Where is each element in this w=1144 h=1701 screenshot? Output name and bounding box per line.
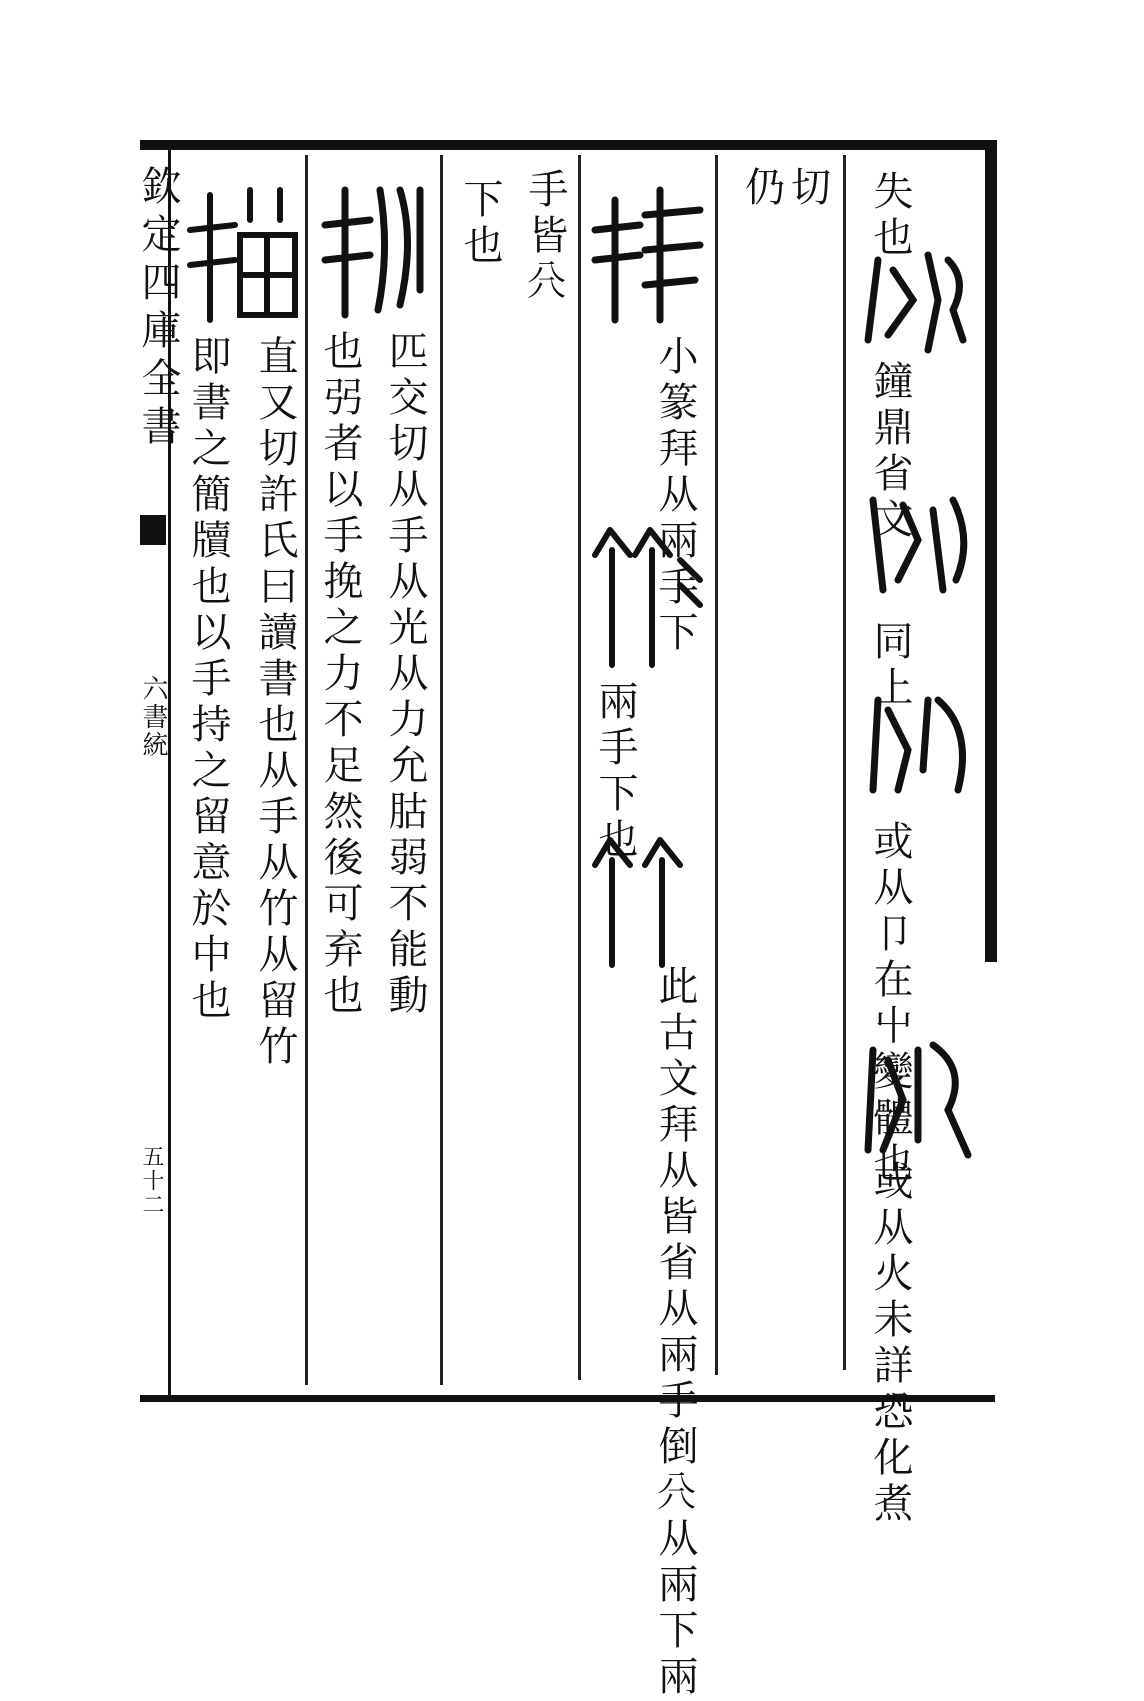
- gutter-page-number: 五十二: [139, 1145, 164, 1217]
- gutter-title: 欽定四庫全書: [135, 165, 181, 453]
- annotation-text: 也弜者以手挽之力不足然後可弃也: [317, 330, 363, 1020]
- right-border-rule: [985, 140, 997, 962]
- seal-glyph-icon: [858, 680, 978, 800]
- column-divider: [305, 155, 308, 1385]
- column-divider: [578, 155, 581, 1380]
- annotation-text: 或从卩在屮變體也: [867, 820, 913, 1188]
- annotation-text: 手皆𠔁: [522, 168, 568, 306]
- seal-glyph-icon: [858, 1030, 978, 1160]
- annotation-text: 小篆拜从兩手下: [652, 335, 698, 657]
- reading-head: 仍切: [745, 165, 837, 211]
- annotation-text: 兩手下也: [592, 680, 638, 864]
- seal-glyph-icon: [858, 480, 978, 600]
- column-divider: [843, 155, 846, 1370]
- annotation-text: 直又切許氏曰讀書也从手从竹从留竹: [252, 335, 298, 1071]
- annotation-text: 同上: [867, 620, 913, 712]
- annotation-text: 失也: [867, 170, 913, 262]
- seal-glyph-icon: [858, 240, 978, 360]
- seal-glyph-icon: [590, 820, 710, 970]
- column-divider: [715, 155, 718, 1375]
- fishtail-mark: [140, 515, 166, 545]
- seal-glyph-icon: [320, 170, 440, 320]
- annotation-text: 或从火未詳恐化煮: [867, 1160, 913, 1528]
- annotation-text: 即書之簡牘也以手持之留意於中也: [185, 335, 231, 1025]
- annotation-text: 鐘鼎省文: [867, 360, 913, 544]
- seal-glyph-icon: [590, 510, 710, 670]
- annotation-text: 下也: [457, 178, 503, 270]
- seal-glyph-icon: [590, 170, 710, 330]
- annotation-text: 匹交切从手从光从力允𦙶弱不能動: [382, 330, 428, 1020]
- seal-glyph-icon: [185, 165, 305, 325]
- top-border-rule: [140, 140, 990, 150]
- annotation-text: 此古文拜从皆省从兩手倒𠔁从兩下兩: [652, 965, 698, 1701]
- gutter-book-title: 六書統: [138, 675, 168, 759]
- column-divider: [440, 155, 443, 1385]
